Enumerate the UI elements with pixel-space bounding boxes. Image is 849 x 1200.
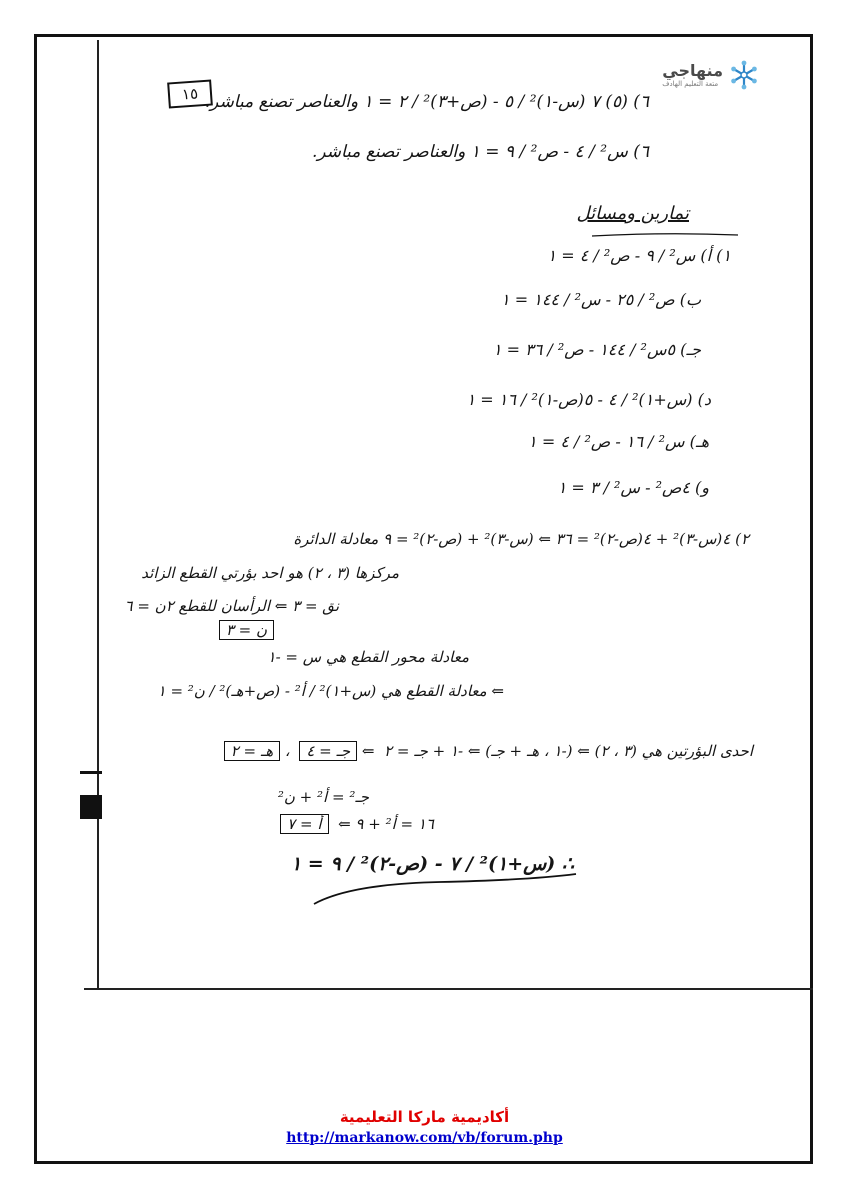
logo	[662, 60, 759, 90]
problem-2-focus-text: احدى البؤرتين هي (٣ ، ٢) ⇐ (-١ ، هـ + جـ) ⇐ -١ + جـ = ٢	[384, 742, 753, 760]
problem-2-equation: ⇐ معادلة القطع هي (س+١)² / أ² - (ص+هـ)² / ن² = ١	[157, 682, 504, 700]
underline-curve	[310, 870, 580, 910]
section-title: تمارين ومسائل	[576, 203, 689, 224]
problem-2-center: مركزها (٣ ، ٢) هو احد بؤرتي القطع الزائد	[141, 564, 399, 582]
margin-line-bottom	[84, 988, 813, 990]
answer-box-c: جـ = ٤	[299, 741, 357, 761]
problem-2-circle: ٢) ٤(س-٣)² + ٤(ص-٢)² = ٣٦ ⇐ (س-٣)² + (ص-٢)² = ٩ معادلة الدائرة	[293, 530, 749, 548]
problem-2-radius: نق = ٣ ⇐ الرأسان للقطع ٢ن = ٦	[124, 597, 339, 615]
exercise-1d: د) (س+١)² / ٤ - ٥(ص-١)² / ١٦ = ١	[466, 390, 711, 409]
exercise-1a: ١) أ) س² / ٩ - ص² / ٤ = ١	[547, 246, 731, 265]
line-answer-6b: ٦) س² / ٤ - ص² / ٩ = ١ والعناصر تصنع مباشر.	[311, 142, 649, 162]
margin-block-mark	[80, 795, 102, 819]
section-title-underline	[590, 230, 740, 240]
footer-title: أكاديمية ماركا التعليمية	[339, 1108, 510, 1126]
problem-2-focus: احدى البؤرتين هي (٣ ، ٢) ⇐ (-١ ، هـ + جـ) ⇐ -١ + جـ = ٢ ⇐ جـ = ٤ ، هـ = ٢	[224, 742, 753, 760]
problem-2-solve-a-text: ١٦ = أ² + ٩ ⇐	[338, 815, 434, 833]
margin-dash-mark	[80, 771, 102, 774]
page-number: ١٥	[167, 79, 213, 108]
answer-box-a: أ = ٧	[280, 814, 328, 834]
answer-box-n: ن = ٣	[219, 620, 274, 640]
logo-subtitle: متعة التعليم الهادف	[662, 79, 719, 88]
answer-box-h: هـ = ٢	[224, 741, 280, 761]
line-answer-6a: ٦) (٥) ٧ (س-١)² / ٥ - (ص+٣)² / ٢ = ١ والعناصر تصنع مباشر.	[204, 92, 649, 112]
exercise-1e: هـ) س² / ١٦ - ص² / ٤ = ١	[528, 432, 709, 451]
snowflake-logo-icon	[729, 60, 759, 90]
footer-link[interactable]: http://markanow.com/vb/forum.php	[286, 1130, 563, 1146]
exercise-1b: ب) ص² / ٢٥ - س² / ١٤٤ = ١	[501, 290, 701, 309]
final-equation: ∴ (س+١)² / ٧ - (ص-٢)² / ٩ = ١	[290, 853, 574, 875]
problem-2-relation: جـ² = أ² + ن²	[277, 788, 369, 806]
problem-2-axis: معادلة محور القطع هي س = -١	[267, 648, 469, 666]
logo-text	[662, 62, 723, 89]
logo-name: منهاجي	[662, 60, 723, 80]
margin-line-left	[97, 40, 99, 988]
problem-2-solve-a	[280, 815, 434, 833]
problem-2-n-value	[219, 621, 274, 639]
exercise-1c: جـ) ٥س² / ١٤٤ - ص² / ٣٦ = ١	[492, 340, 701, 359]
exercise-1f: و) ٤ص² - س² / ٣ = ١	[557, 478, 709, 497]
